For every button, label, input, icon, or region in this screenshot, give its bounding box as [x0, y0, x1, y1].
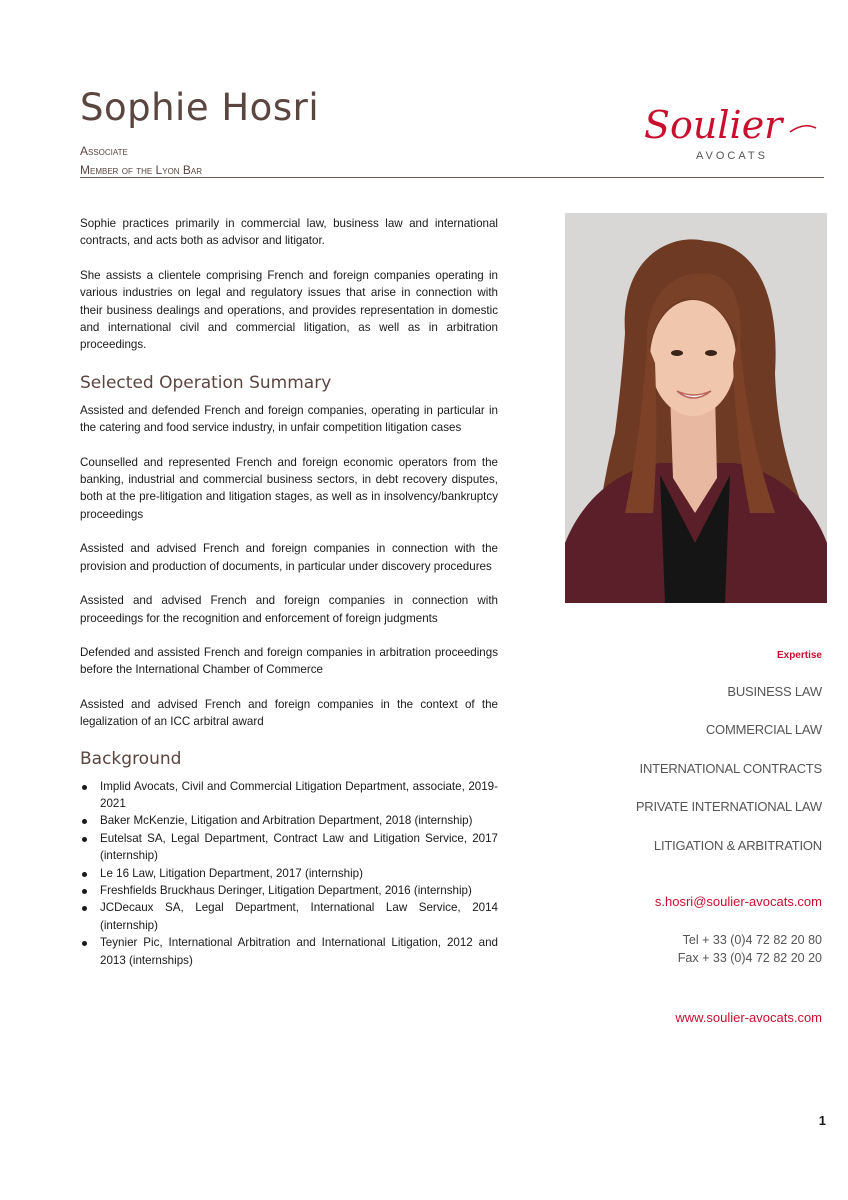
background-item: Freshfields Bruckhaus Deringer, Litigation Department, 2016 (internship) [80, 882, 498, 899]
expertise-item: PRIVATE INTERNATIONAL LAW [635, 799, 822, 814]
background-item: Teynier Pic, International Arbitration and International Litigation, 2012 and 2013 (internships) [80, 934, 498, 969]
background-item: JCDecaux SA, Legal Department, International Law Service, 2014 (internship) [80, 899, 498, 934]
profile-role: Associate [80, 144, 128, 158]
expertise-item: COMMERCIAL LAW [705, 722, 822, 737]
background-list [80, 778, 498, 969]
website-link[interactable]: www.soulier-avocats.com [675, 1010, 822, 1025]
background-heading: Background [80, 748, 182, 769]
background-item: Le 16 Law, Litigation Department, 2017 (internship) [80, 865, 498, 882]
email-link[interactable]: s.hosri@soulier-avocats.com [654, 894, 822, 909]
expertise-item: BUSINESS LAW [727, 684, 822, 699]
page-number: 1 [818, 1113, 826, 1128]
background-item: Eutelsat SA, Legal Department, Contract Law and Litigation Service, 2017 (internship) [80, 830, 498, 865]
operations-list [80, 402, 498, 731]
logo-wordmark: Soulier [644, 103, 783, 147]
background-item: Baker McKenzie, Litigation and Arbitration Department, 2018 (internship) [80, 812, 498, 829]
logo-subtitle: AVOCATS [696, 150, 768, 162]
expertise-item: INTERNATIONAL CONTRACTS [639, 761, 822, 776]
profile-name: Sophie Hosri [80, 86, 320, 129]
operation-item: Assisted and advised French and foreign companies in connection with the provision and production of documents, in particular under discovery procedures [80, 542, 498, 573]
operation-item: Defended and assisted French and foreign companies in arbitration proceedings before the International Chamber of Commerce [80, 645, 498, 677]
intro-paragraph: She assists a clientele comprising French and foreign companies operating in various industries on legal and regulatory issues that arise in connection with their business dealings and operations, and provides representation in domestic and international civil and commercial litigation, as well as in arbitration proceedings. [80, 268, 498, 352]
operation-item: Assisted and advised French and foreign companies in the context of the legalization of an ICC arbitral award [80, 697, 498, 729]
operation-item: Assisted and defended French and foreign companies, operating in particular in the catering and food service industry, in unfair competition litigation cases [80, 403, 498, 435]
background-item: Implid Avocats, Civil and Commercial Litigation Department, associate, 2019-2021 [80, 778, 498, 813]
expertise-item: LITIGATION & ARBITRATION [653, 838, 822, 853]
operation-item: Assisted and advised French and foreign companies in connection with proceedings for the recognition and enforcement of foreign judgments [80, 594, 498, 625]
intro-paragraph: Sophie practices primarily in commercial law, business law and international contracts, and acts both as advisor and litigator. [80, 217, 498, 248]
operations-heading: Selected Operation Summary [80, 372, 332, 393]
main-column [80, 215, 498, 969]
profile-bar-membership: Member of the Lyon Bar [80, 163, 203, 177]
phone-number: Tel + 33 (0)4 72 82 20 80 [682, 933, 822, 947]
expertise-label: Expertise [776, 650, 822, 661]
portrait-photo [565, 213, 827, 603]
fax-number: Fax + 33 (0)4 72 82 20 20 [677, 951, 822, 965]
operation-item: Counselled and represented French and foreign economic operators from the banking, industrial and commercial business sectors, in debt recovery disputes, both at the pre-litigation and litigation stages, as well as in insolvency/bankruptcy proceedings [80, 455, 498, 521]
header-divider [80, 177, 824, 178]
